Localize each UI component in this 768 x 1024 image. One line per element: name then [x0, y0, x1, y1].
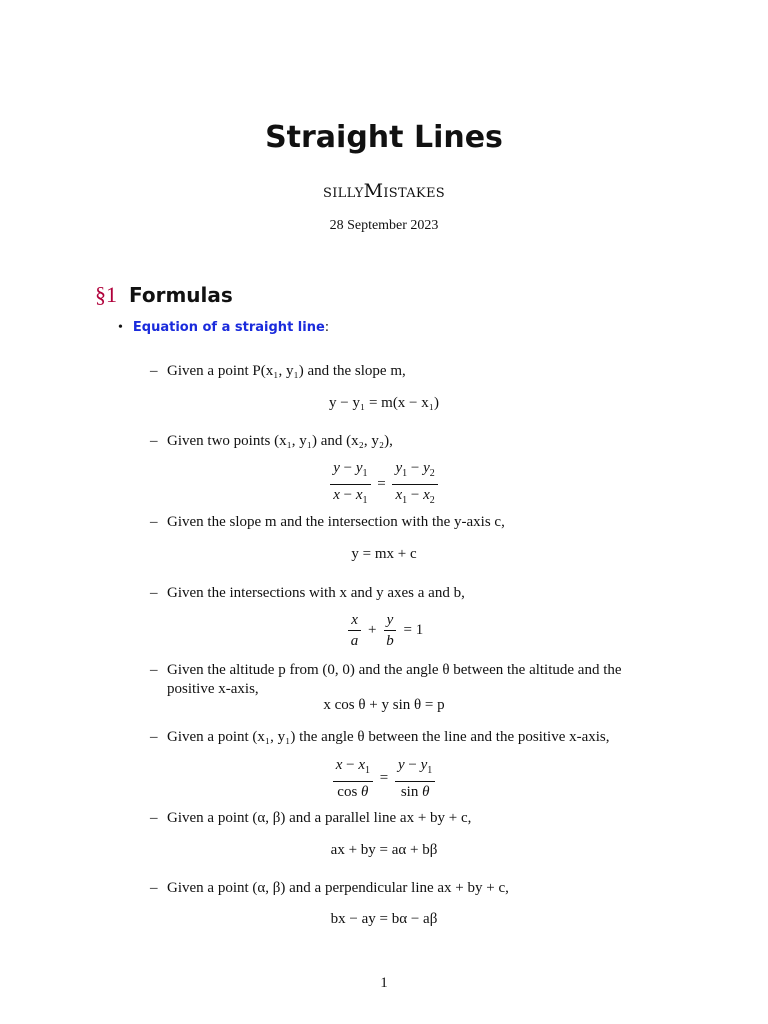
item-text: Given a point P(x₁, y₁) and the slope m, — [167, 363, 406, 379]
list-item — [150, 661, 690, 699]
section-heading — [95, 282, 233, 308]
equation: bx − ay = bα − aβ — [330, 911, 438, 927]
equation: $\frac{x}{a}$ + $\frac{y}{b}$ = 1 — [0, 612, 768, 649]
equation: y = mx + c — [351, 546, 417, 562]
item-dash: – — [150, 363, 158, 379]
list-item — [150, 362, 690, 381]
equation-link[interactable]: Equation of a straight line — [132, 320, 325, 335]
item-text: Given two points (x₁, y₁) and (x₂, y₂), — [167, 433, 393, 449]
item-text-continued: positive x-axis, — [167, 681, 259, 697]
section-number: §1 — [95, 282, 117, 307]
item-text: Given the altitude p from (0, 0) and the angle θ between the altitude and the — [167, 662, 622, 678]
item-dash: – — [150, 514, 158, 530]
list-item — [150, 879, 690, 898]
bullet-heading — [118, 320, 329, 336]
fraction: $\frac{y}{b}$ — [383, 612, 397, 649]
item-dash: – — [150, 729, 158, 745]
item-text: Given a point (α, β) and a parallel line ax + by + c, — [167, 810, 472, 826]
page-number: 1 — [380, 975, 388, 991]
equation: $\frac{x - x_1}{\text{cos θ}}$ = $\frac{y - y_1}{\text{sin θ}}$ — [0, 757, 768, 800]
fraction: $\frac{y - y_1}{\text{sin θ}}$ — [395, 757, 435, 800]
document-author: sillyMistakes — [323, 180, 445, 202]
document-title: Straight Lines — [265, 120, 503, 155]
item-dash: – — [150, 880, 158, 896]
document-date: 28 September 2023 — [329, 218, 439, 233]
item-dash: – — [150, 662, 158, 678]
equation: $\frac{y - y_1}{x - x_1}$ = $\frac{y_1 - y_2}{x_1 - x_2}$ — [0, 460, 768, 509]
item-text: Given the intersections with x and y axes a and b, — [167, 585, 465, 601]
list-item — [150, 513, 690, 532]
item-dash: – — [150, 810, 158, 826]
equation: y − y₁ = m(x − x₁) — [329, 395, 439, 411]
section-title: Formulas — [129, 283, 233, 307]
bullet-marker: • — [118, 320, 123, 335]
equation: ax + by = aα + bβ — [330, 842, 438, 858]
fraction: $\frac{x}{a}$ — [348, 612, 362, 649]
fraction: $\frac{y_1 - y_2}{x_1 - x_2}$ — [392, 460, 437, 509]
item-dash: – — [150, 433, 158, 449]
item-dash: – — [150, 585, 158, 601]
equation: x cos θ + y sin θ = p — [323, 697, 445, 713]
bullet-suffix: : — [324, 320, 330, 335]
fraction: $\frac{y - y_1}{x - x_1}$ — [330, 460, 370, 509]
list-item — [150, 728, 690, 747]
item-text: Given a point (x₁, y₁) the angle θ between the line and the positive x-axis, — [167, 729, 610, 745]
list-item — [150, 809, 690, 828]
list-item — [150, 432, 690, 451]
list-item — [150, 584, 690, 603]
fraction: $\frac{x - x_1}{\text{cos θ}}$ — [333, 757, 373, 800]
item-text: Given the slope m and the intersection with the y-axis c, — [167, 514, 505, 530]
item-text: Given a point (α, β) and a perpendicular line ax + by + c, — [167, 880, 509, 896]
